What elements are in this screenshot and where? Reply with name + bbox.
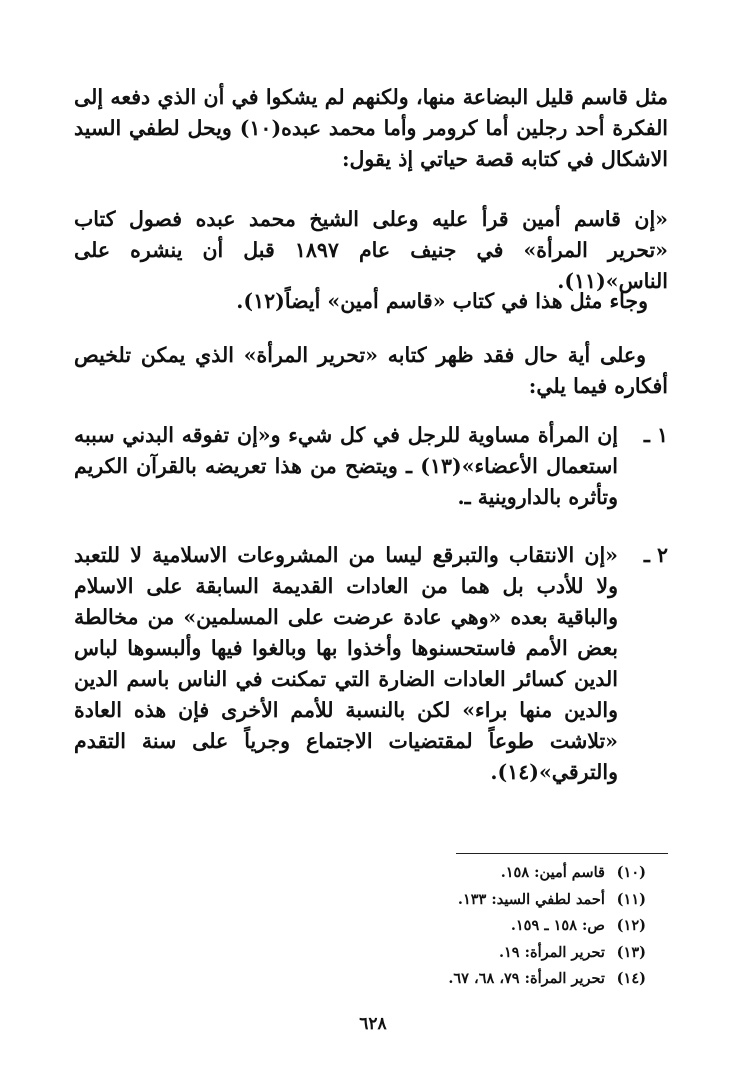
footnote-item [246,913,646,940]
paragraph-quote-lutfi: «إن قاسم أمين قرأ عليه وعلى الشيخ محمد عبده فصول كتاب «تحرير المرأة» في جنيف عام ١٨٩٧ قبل أن ينشره على الناس»(١١). [74,207,668,293]
footnote-item [246,966,646,993]
footnote-text: أحمد لطفي السيد: ١٣٣. [457,890,605,908]
footnote-number: (١٢) [616,917,646,934]
footnote-item [246,860,646,887]
paragraph-summary-lead: وعلى أية حال فقد ظهر كتابه «تحرير المرأة» الذي يمكن تلخيص أفكاره فيما يلي: [74,343,668,398]
paragraph-intro: مثل قاسم قليل البضاعة منها، ولكنهم لم يشكوا في أن الذي دفعه إلى الفكرة أحد رجلين أما كرومر وأما محمد عبده(١٠) ويحل لطفي السيد الاشكال في كتابه قصة حياتي إذ يقول: [74,85,669,171]
footnote-item [246,887,646,914]
footnote-number: (١١) [616,890,646,908]
list-item-text: «إن الانتقاب والتبرقع ليسا من المشروعات الاسلامية لا للتعبد ولا للأدب بل هما من العادات القديمة السابقة على الاسلام والباقية بعده «وهي عادة عرضت على المسلمين» من مخالطة بعض الأمم فاستحسنوها وأخذوا بها وبالغوا فيها وألبسوها لباس الدين كسائر العادات الضارة التي تمكنت في الناس باسم الدين والدين منها براء» لكن بالنسبة للأمم الأخرى فإن هذه العادة «تلاشت طوعاً لمقتضيات الاجتماع وجرياً على سنة التقدم والترقي»(١٤). [74,543,618,784]
footnote-text: قاسم أمين: ١٥٨. [500,864,605,881]
footnote-item [246,940,646,967]
list-item-number: ٢ ـ [643,543,668,567]
list-item-number: ١ ـ [643,423,668,447]
footnote-number: (١٣) [616,943,646,961]
footnote-text: ص: ١٥٨ ـ ١٥٩. [510,917,605,934]
footnote-divider [456,853,668,854]
footnote-number: (١٤) [616,970,646,987]
page-number: ٦٢٨ [359,1014,387,1034]
list-item-1 [74,420,668,513]
paragraph-also-mentioned: وجاء مثل هذا في كتاب «قاسم أمين» أيضاً(١٢). [236,289,648,313]
list-item-text: إن المرأة مساوية للرجل في كل شيء و«إن تفوقه البدني سببه استعمال الأعضاء»(١٣) ـ ويتضح من هذا تعريضه بالقرآن الكريم وتأثره بالداروينية ـ. [74,423,619,509]
footnote-text: تحرير المرأة: ١٩. [498,943,605,961]
list-item-2 [74,540,668,788]
footnotes-list [246,860,646,993]
footnote-text: تحرير المرأة: ٧٩، ٦٨، ٦٧. [448,970,605,987]
footnote-number: (١٠) [616,864,646,881]
